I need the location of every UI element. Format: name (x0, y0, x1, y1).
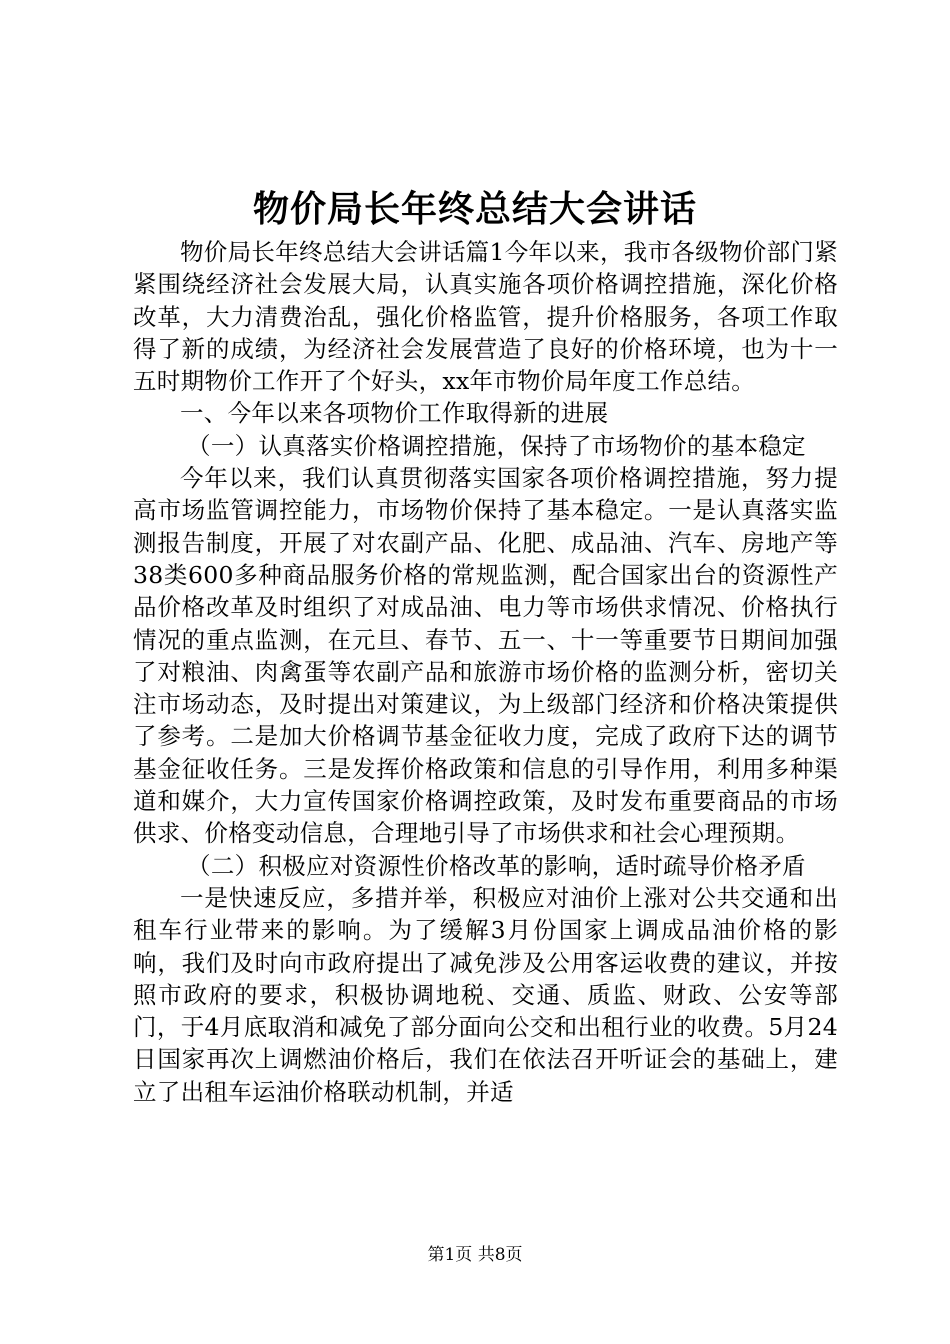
intro-paragraph: 物价局长年终总结大会讲话篇1今年以来，我市各级物价部门紧紧围绕经济社会发展大局，认真实施各项价格调控措施，深化价格改革，大力清费治乱，强化价格监管，提升价格服务，各项工作取得了新的成绩，为经济社会发展营造了良好的价格环境，也为十一五时期物价工作开了个好头，xx年市物价局年度工作总结。 (133, 238, 838, 396)
subsection-heading-1: （一）认真落实价格调控措施，保持了市场物价的基本稳定 (187, 431, 806, 460)
section-heading-1: 一、今年以来各项物价工作取得新的进展 (180, 399, 609, 428)
document-body (133, 236, 838, 1108)
page-number-footer: 第1页 共8页 (427, 1245, 523, 1265)
document-title: 物价局长年终总结大会讲话 (252, 188, 697, 230)
body-paragraph-1: 今年以来，我们认真贯彻落实国家各项价格调控措施，努力提高市场监管调控能力，市场物价保持了基本稳定。一是认真落实监测报告制度，开展了对农副产品、化肥、成品油、汽车、房地产等38类600多种商品服务价格的常规监测，配合国家出台的资源性产品价格改革及时组织了对成品油、电力等市场供求情况、价格执行情况的重点监测，在元旦、春节、五一、十一等重要节日期间加强了对粮油、肉禽蛋等农副产品和旅游市场价格的监测分析，密切关注市场动态，及时提出对策建议，为上级部门经济和价格决策提供了参考。二是加大价格调节基金征收力度，完成了政府下达的调节基金征收任务。三是发挥价格政策和信息的引导作用，利用多种渠道和媒介，大力宣传国家价格调控政策，及时发布重要商品的市场供求、价格变动信息，合理地引导了市场供求和社会心理预期。 (133, 464, 838, 848)
body-paragraph-2: 一是快速反应，多措并举，积极应对油价上涨对公共交通和出租车行业带来的影响。为了缓解3月份国家上调成品油价格的影响，我们及时向市政府提出了减免涉及公用客运收费的建议，并按照市政府的要求，积极协调地税、交通、质监、财政、公安等部门，于4月底取消和减免了部分面向公交和出租行业的收费。5月24日国家再次上调燃油价格后，我们在依法召开听证会的基础上，建立了出租车运油价格联动机制，并适 (133, 883, 838, 1106)
subsection-heading-2: （二）积极应对资源性价格改革的影响，适时疏导价格矛盾 (187, 851, 806, 880)
